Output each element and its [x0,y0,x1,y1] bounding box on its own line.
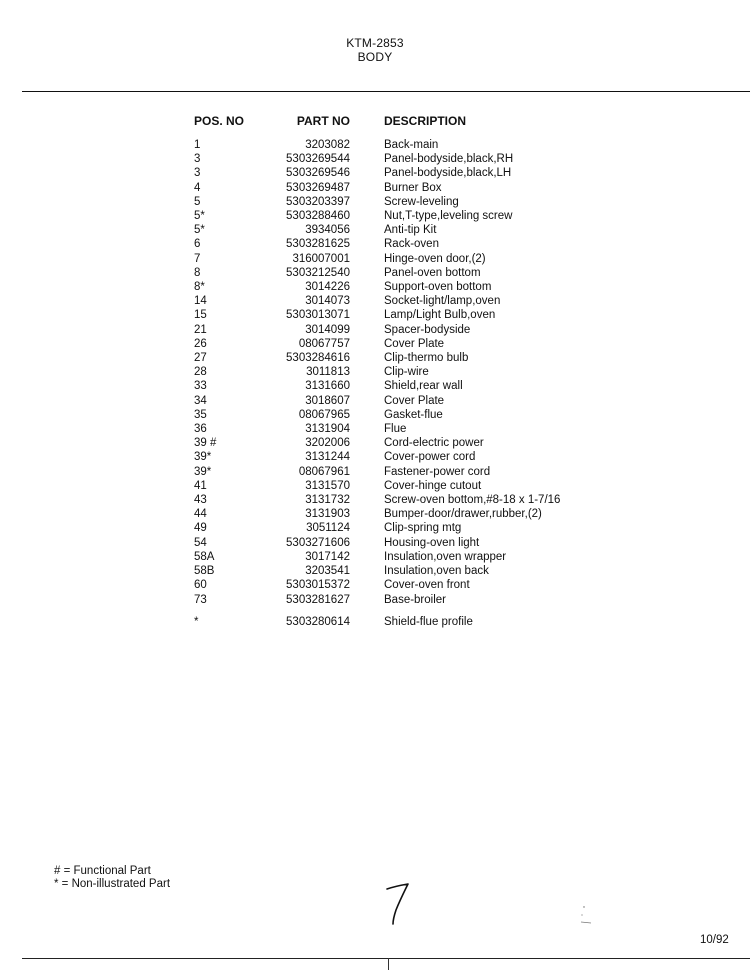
part-number-cell: 3131904 [305,423,350,436]
table-row [194,521,560,535]
table-row [194,479,560,493]
description-cell: Shield-flue profile [384,615,473,628]
part-number-cell: 5303269546 [286,167,350,180]
pos-cell: 43 [194,494,207,507]
pos-cell: 8* [194,281,205,294]
part-number-cell: 3051124 [306,522,350,535]
part-number-cell: 5303284616 [286,352,350,365]
part-number-cell: 5303013071 [286,309,350,322]
table-row [194,195,560,209]
header-divider [22,91,750,92]
pos-cell: * [194,615,199,628]
table-row [194,209,560,223]
description-cell: Cover-hinge cutout [384,479,482,492]
table-row [194,550,560,564]
pos-cell: 39* [194,451,212,464]
part-number-cell: 5303281627 [286,593,350,606]
description-cell: Support-oven bottom [384,281,492,294]
pos-cell: 39 # [194,437,217,450]
table-row [194,294,560,308]
part-number-cell: 3202006 [305,437,350,450]
part-number-cell: 3131244 [305,451,350,464]
description-cell: Anti-tip Kit [384,224,437,237]
description-cell: Burner Box [384,181,442,194]
pos-cell: 73 [194,593,207,606]
description-cell: Base-broiler [384,593,446,606]
part-number-cell: 5303280614 [286,615,350,628]
part-number-cell: 3014099 [305,323,350,336]
pos-cell: 44 [194,508,207,521]
parts-table [194,114,560,629]
description-cell: Shield,rear wall [384,380,463,393]
pos-cell: 4 [194,181,201,194]
table-row [194,181,560,195]
table-row [194,351,560,365]
footer-divider [22,958,750,959]
pos-cell: 6 [194,238,201,251]
description-cell: Screw-leveling [384,195,459,208]
pos-cell: 21 [194,323,207,336]
part-number-cell: 3011813 [306,366,350,379]
pos-cell: 49 [194,522,207,535]
part-number-cell: 3131903 [305,508,350,521]
model-number: KTM-2853 [346,36,404,50]
part-number-cell: 316007001 [292,252,350,265]
page-header [0,36,750,64]
description-cell: Rack-oven [384,238,439,251]
legend-functional: # = Functional Part [54,865,151,877]
section-title: BODY [357,50,393,64]
table-row [194,308,560,322]
description-cell: Cord-electric power [384,437,484,450]
pos-cell: 14 [194,295,207,308]
pos-cell: 39* [194,465,212,478]
table-row [194,607,560,629]
column-header-part: PART NO [296,114,350,128]
pos-cell: 60 [194,579,207,592]
table-row [194,536,560,550]
part-number-cell: 3203082 [305,139,350,151]
part-number-cell: 5303271606 [286,536,350,549]
table-row [194,465,560,479]
part-number-cell: 5303212540 [286,266,350,279]
pos-cell: 33 [194,380,207,393]
revision-date: 10/92 [700,934,729,946]
pos-cell: 7 [194,252,201,265]
description-cell: Nut,T-type,leveling screw [384,210,513,223]
description-cell: Cover Plate [384,394,445,407]
description-cell: Fastener-power cord [384,465,491,478]
pos-cell: 34 [194,394,207,407]
part-number-cell: 3018607 [305,394,350,407]
pos-cell: 58A [194,550,215,563]
table-row [194,223,560,237]
table-row [194,593,560,607]
description-cell: Cover-oven front [384,579,470,592]
description-cell: Gasket-flue [384,408,443,421]
part-number-cell: 08067757 [298,337,350,350]
column-header-pos: POS. NO [194,114,245,128]
pos-cell: 26 [194,337,207,350]
part-number-cell: 5303288460 [286,210,350,223]
table-row [194,564,560,578]
description-cell: Hinge-oven door,(2) [384,252,486,265]
part-number-cell: 3131732 [305,494,350,507]
pos-cell: 1 [194,139,201,151]
part-number-cell: 5303269487 [286,181,350,194]
table-row [194,280,560,294]
part-number-cell: 08067961 [298,465,350,478]
description-cell: Clip-thermo bulb [384,352,469,365]
legend-non-illustrated: * = Non-illustrated Part [54,877,171,890]
part-number-cell: 3014073 [305,295,350,308]
legend [54,865,170,890]
table-row [194,237,560,251]
description-cell: Socket-light/lamp,oven [384,295,501,308]
description-cell: Screw-oven bottom,#8-18 x 1-7/16 [384,494,561,507]
description-cell: Panel-oven bottom [384,266,481,279]
pos-cell: 15 [194,309,207,322]
handwritten-page-number [384,880,414,935]
pos-cell: 3 [194,167,201,180]
table-row [194,436,560,450]
table-row [194,578,560,592]
pos-cell: 58B [194,565,215,578]
table-row [194,337,560,351]
table-row [194,252,560,266]
table-row [194,408,560,422]
description-cell: Panel-bodyside,black,LH [384,167,512,180]
table-row [194,365,560,379]
description-cell: Bumper-door/drawer,rubber,(2) [384,508,542,521]
description-cell: Cover Plate [384,337,445,350]
table-row [194,152,560,166]
scan-speck-mark [578,904,594,935]
column-header-description: DESCRIPTION [384,114,467,128]
pos-cell: 54 [194,536,207,549]
description-cell: Clip-wire [384,366,429,379]
description-cell: Back-main [384,139,439,151]
pos-cell: 28 [194,366,207,379]
table-row [194,394,560,408]
pos-cell: 8 [194,266,201,279]
part-number-cell: 3014226 [305,281,350,294]
parts-table-body [194,138,560,629]
description-cell: Cover-power cord [384,451,476,464]
description-cell: Insulation,oven back [384,565,489,578]
description-cell: Clip-spring mtg [384,522,462,535]
table-row [194,379,560,393]
part-number-cell: 08067965 [298,408,350,421]
description-cell: Lamp/Light Bulb,oven [384,309,496,322]
table-row [194,450,560,464]
pos-cell: 5* [194,224,205,237]
pos-cell: 41 [194,479,207,492]
pos-cell: 36 [194,423,207,436]
footer-center-tick [388,958,389,970]
part-number-cell: 5303269544 [286,153,350,166]
part-number-cell: 5303281625 [286,238,350,251]
pos-cell: 5* [194,210,205,223]
table-row [194,138,560,152]
part-number-cell: 5303203397 [286,195,350,208]
table-header-row [194,114,560,138]
description-cell: Panel-bodyside,black,RH [384,153,514,166]
description-cell: Spacer-bodyside [384,323,471,336]
table-row [194,266,560,280]
table-row [194,507,560,521]
description-cell: Housing-oven light [384,536,480,549]
table-row [194,422,560,436]
table-row [194,323,560,337]
pos-cell: 27 [194,352,207,365]
pos-cell: 3 [194,153,201,166]
table-row [194,166,560,180]
pos-cell: 5 [194,195,201,208]
part-number-cell: 3203541 [305,565,350,578]
part-number-cell: 3934056 [305,224,350,237]
table-row [194,493,560,507]
pos-cell: 35 [194,408,207,421]
part-number-cell: 5303015372 [286,579,350,592]
part-number-cell: 3131570 [305,479,350,492]
description-cell: Insulation,oven wrapper [384,550,507,563]
part-number-cell: 3017142 [305,550,350,563]
description-cell: Flue [384,423,407,436]
part-number-cell: 3131660 [305,380,350,393]
handwritten-seven-glyph [384,880,414,930]
